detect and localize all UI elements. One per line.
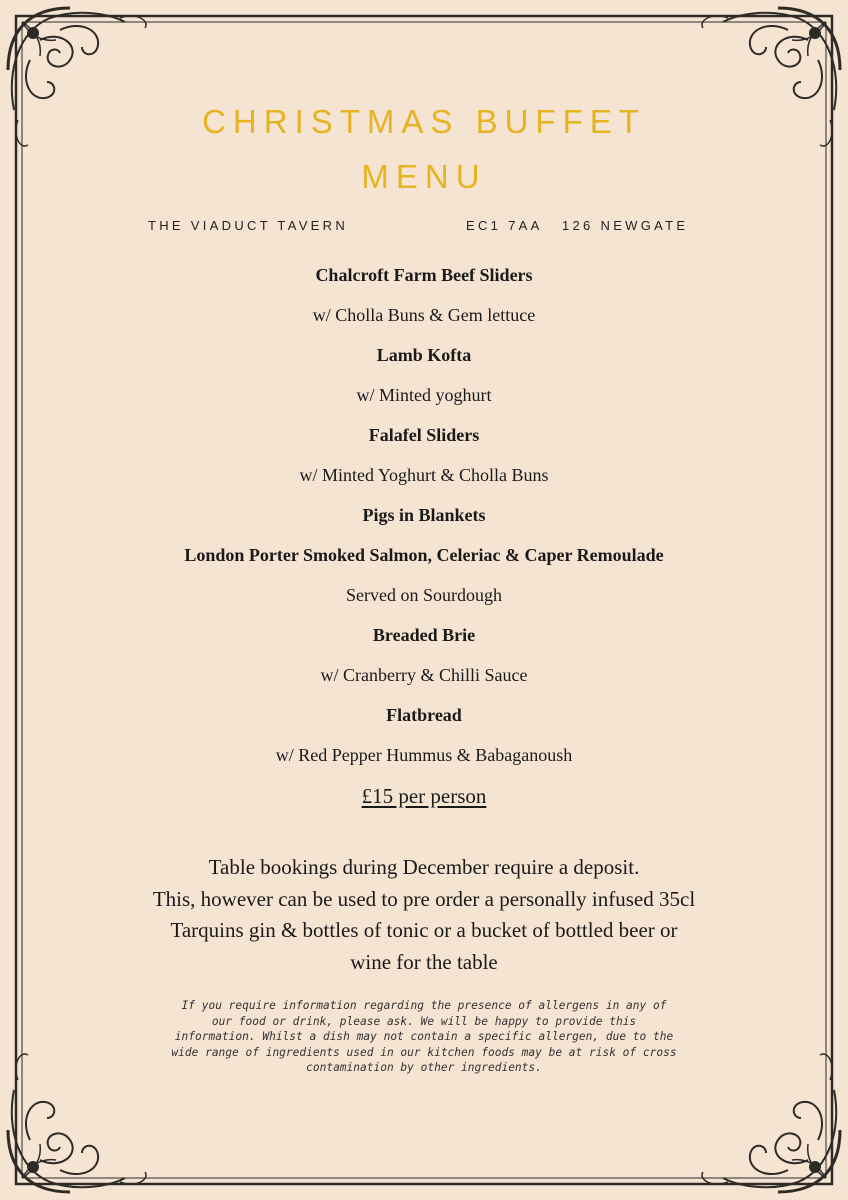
menu-list: [60, 258, 788, 778]
price: [0, 784, 848, 809]
venue-street: 126 NEWGATE: [562, 218, 689, 233]
allergen-line: contamination by other ingredients.: [306, 1061, 542, 1074]
booking-notice: [80, 852, 768, 978]
venue-name: THE VIADUCT TAVERN: [148, 218, 349, 233]
menu-description: w/ Minted yoghurt: [356, 385, 492, 405]
allergen-line: If you require information regarding the presence of allergens in any of: [181, 999, 667, 1012]
menu-description: w/ Minted Yoghurt & Cholla Buns: [299, 465, 549, 485]
menu-dish: Flatbread: [386, 705, 462, 725]
allergen-notice: [100, 998, 748, 1076]
menu-description: w/ Red Pepper Hummus & Babaganoush: [275, 745, 573, 765]
allergen-line: our food or drink, please ask. We will be happy to provide this: [211, 1014, 637, 1028]
menu-dish: Pigs in Blankets: [362, 505, 486, 525]
allergen-line: information. Whilst a dish may not contain a specific allergen, due to the: [174, 1030, 674, 1043]
venue-postcode: EC1 7AA: [466, 218, 543, 233]
menu-dish: London Porter Smoked Salmon, Celeriac & Caper Remoulade: [184, 545, 664, 565]
notice-line: Tarquins gin & bottles of tonic or a bucket of bottled beer or: [170, 918, 678, 942]
notice-line: This, however can be used to pre order a personally infused 35cl: [152, 886, 696, 911]
menu-title-line1: CHRISTMAS BUFFET: [202, 103, 646, 140]
menu-dish: Lamb Kofta: [376, 345, 472, 365]
menu-description: Served on Sourdough: [346, 585, 502, 605]
menu-dish: Falafel Sliders: [368, 425, 480, 445]
menu-dish: Breaded Brie: [372, 625, 476, 645]
notice-line: Table bookings during December require a deposit.: [208, 855, 640, 879]
menu-description: w/ Cholla Buns & Gem lettuce: [312, 305, 536, 325]
menu-title-line2: MENU: [361, 158, 487, 195]
menu-description: w/ Cranberry & Chilli Sauce: [320, 665, 528, 685]
notice-line: wine for the table: [350, 949, 498, 974]
allergen-line: wide range of ingredients used in our kitchen foods may be at risk of cross: [171, 1045, 677, 1059]
menu-dish: Chalcroft Farm Beef Sliders: [315, 265, 533, 285]
price-text: £15 per person: [361, 784, 487, 808]
